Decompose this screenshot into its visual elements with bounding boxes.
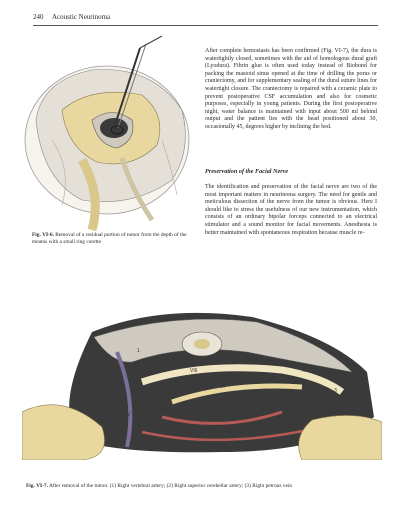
label-viii: VIII (190, 368, 198, 374)
label-ix: IX (292, 380, 297, 386)
body-paragraph-2: The identification and preservation of the facial nerve are two of the most important matters in neurinoma surgery. The need for gentle and meticulous dissection of the nerve from the tumor is obvious. Here I should like to stress the usefulness of our new instrumentation, which consists of an ordinary bipolar forceps connected to an electrical stimulator and a sound monitor for facial movements. Anesthesia is better maintained with spontaneous respiration because muscle re- (205, 184, 377, 236)
figure-vi-6-caption-text: Removal of a residual portion of tumor from the depth of the meatus with a small ring curette (32, 232, 187, 245)
instrument-handle (140, 36, 162, 48)
label-1: 1 (137, 348, 140, 354)
meatus-fundus (194, 339, 210, 349)
label-3: 3 (334, 388, 337, 394)
figure-vi-6-caption (32, 232, 200, 245)
figure-vi-7-illustration (22, 292, 382, 460)
figure-vi-6-illustration (22, 30, 202, 232)
retractor-cottonoid-right (299, 415, 382, 460)
section-heading: Preservation of the Facial Nerve (205, 168, 289, 175)
label-vi: VI (220, 384, 225, 390)
figure-vi-7-caption-text: After removal of the tumor. (1) Right vertebral artery; (2) Right superior cerebellar artery; (3) Right petrous vein (48, 483, 293, 489)
body-paragraph-1: After complete hemostasis has been confirmed (Fig. VI-7), the dura is watertightly closed, sometimes with the aid of homologous dural graft (Lyodura). Fibrin glue is often used today instead of Biobond for packing the mastoid sinus opened at the time of drilling the porus or craniectomy, and for supplementary sealing of the dural suture lines for watertight closure. The craniectomy is repaired with a ceramic plate to prevent postoperative CSF accumulation and also for cosmetic purposes, especially in young patients. During the first postoperative night, water balance is maintained with input about 500 ml behind output and the patient lies with the head positioned about 30, occasionally 45, degrees higher by inclining the bed. (205, 48, 377, 130)
label-x: X (302, 368, 306, 374)
running-header (33, 13, 378, 26)
figure-vi-6-label: Fig. VI-6. (32, 232, 54, 238)
label-vii: VII (190, 376, 197, 382)
running-title: Acoustic Neurinoma (52, 13, 111, 21)
figure-vi-7-caption (26, 483, 378, 490)
page-number: 240 (33, 13, 44, 21)
figure-vi-7-label: Fig. VI-7. (26, 483, 48, 489)
label-v: V (127, 412, 131, 418)
label-2: 2 (237, 380, 240, 386)
